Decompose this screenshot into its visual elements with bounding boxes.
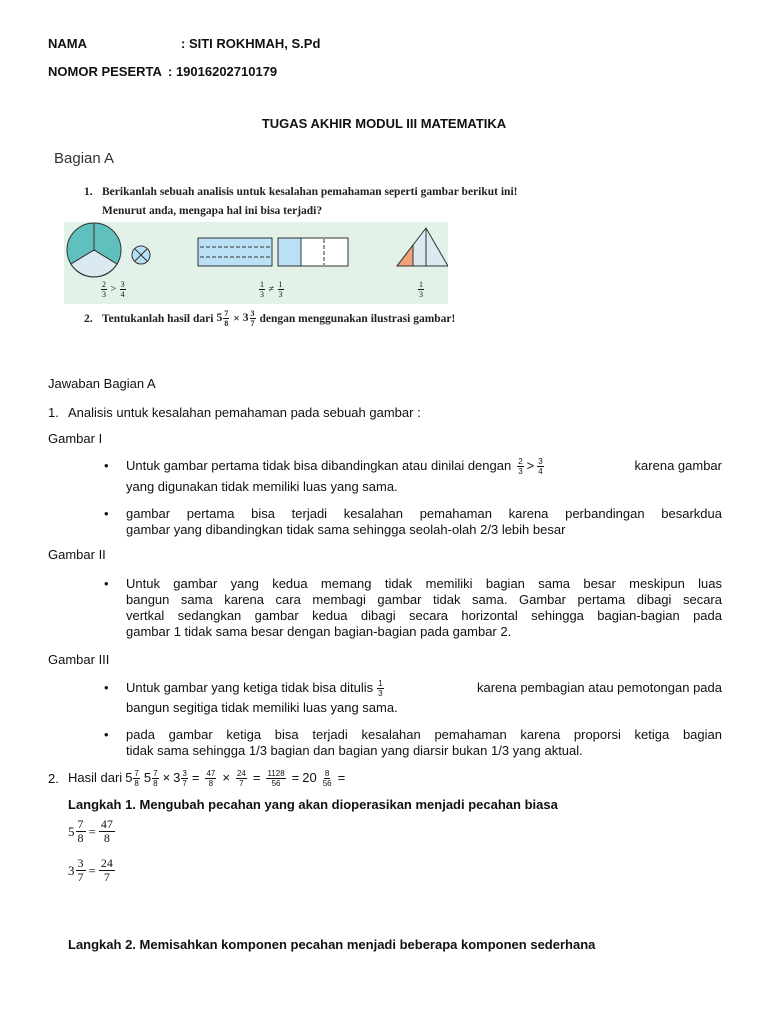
document-title: TUGAS AKHIR MODUL III MATEMATIKA (261, 116, 507, 131)
figure-2-label: $\frac{1}{3}$ ≠ $\frac{1}{3}$ (260, 280, 283, 299)
rectangle-vertical-thirds-figure (278, 238, 348, 266)
answer-1-text: Analisis untuk kesalahan pemahaman pada sebuah gambar : (68, 405, 421, 420)
bullet: • (104, 506, 109, 521)
answer-2-equation: Hasil dari 5 $\frac{7}{8}$ 5 $\frac{7}{8}$ × 3 $\frac{3}{7}$ = $\frac{47}{8}$ × $\frac{24}{7}$ = $\frac{1128}{56}$ = 20 $\frac{8}{56}$ = (68, 768, 346, 788)
question-1-line-2: Menurut anda, mengapa hal ini bisa terjadi? (102, 205, 323, 217)
figure-3-bullet-2: pada gambar ketiga bisa terjadi kesalahan pemahaman karena proporsi ketiga bagian tidak sama sehingga 1/3 bagian dan bagian yang diarsir bukan 1/3 yang aktual. (126, 727, 722, 758)
name-label: NAMA (48, 36, 87, 51)
figure-1-heading: Gambar I (48, 431, 103, 446)
figure-1-label: $\frac{2}{3}$ > $\frac{3}{4}$ (102, 280, 125, 299)
figure-2-heading: Gambar II (48, 547, 106, 562)
figure-3-label: $\frac{1}{3}$ (419, 280, 423, 299)
name-value: : SITI ROKHMAH, S.Pd (181, 36, 321, 51)
question-1-line-1: Berikanlah sebuah analisis untuk kesalahan pemahaman seperti gambar berikut ini! (102, 186, 518, 198)
participant-number-label: NOMOR PESERTA (48, 64, 162, 79)
bullet: • (104, 680, 109, 695)
figure-2-bullet-1: Untuk gambar yang kedua memang tidak memiliki bagian sama besar meskipun luas bangun sama karena cara membagi gambar tidak sama. Gambar pertama dibagi secara vertkal sedangkan gambar kedua dibagi secara horizontal sehingga bagian-bagian pada gambar 1 tidak sama besar dengan bagian-bagian pada gambar 2. (126, 576, 722, 639)
answer-2-number: 2. (48, 771, 59, 786)
small-circle-quarters-figure (132, 246, 150, 264)
rectangle-horizontal-thirds-figure (198, 238, 272, 266)
figure-3-bullet-1: Untuk gambar yang ketiga tidak bisa ditulis $\frac{1}{3}$ karena pembagian atau pemotongan pada bangun segitiga tidak memiliki luas yang sama. (126, 678, 722, 715)
bullet: • (104, 576, 109, 591)
participant-number-value: : 19016202710179 (168, 64, 278, 79)
answer-heading: Jawaban Bagian A (48, 376, 156, 391)
figure-1-bullet-1: Untuk gambar pertama tidak bisa dibandingkan atau dinilai dengan $\frac{2}{3}$ > $\frac{3}{4}$ karena gambar yang digunakan tidak memiliki luas yang sama. (126, 456, 722, 494)
triangle-thirds-figure (397, 228, 448, 266)
bullet: • (104, 458, 109, 473)
question-2-text: Tentukanlah hasil dari 5 $\frac{7}{8}$ × 3 $\frac{3}{7}$ dengan menggunakan ilustrasi gambar! (102, 309, 456, 328)
step-1-heading: Langkah 1. Mengubah pecahan yang akan dioperasikan menjadi pecahan biasa (68, 797, 558, 812)
answer-1-number: 1. (48, 405, 59, 420)
step-1-conversion-b: 3 $\frac{3}{7}$ = $\frac{24}{7}$ (68, 856, 113, 884)
section-heading-bagian-a: Bagian A (54, 150, 115, 167)
figure-3-heading: Gambar III (48, 652, 110, 667)
question-2-number: 2. (84, 313, 93, 325)
bullet: • (104, 727, 109, 742)
figure-1-bullet-2: gambar pertama bisa terjadi kesalahan pemahaman karena perbandingan besarkdua gambar yang dibandingkan tidak sama sehingga seolah-olah 2/3 lebih besar (126, 506, 722, 537)
question-figure-panel (64, 222, 448, 304)
circle-thirds-figure (67, 223, 121, 277)
step-2-heading: Langkah 2. Memisahkan komponen pecahan menjadi beberapa komponen sederhana (68, 937, 596, 952)
step-1-conversion-a: 5 $\frac{7}{8}$ = $\frac{47}{8}$ (68, 817, 113, 845)
question-1-number: 1. (84, 186, 93, 198)
